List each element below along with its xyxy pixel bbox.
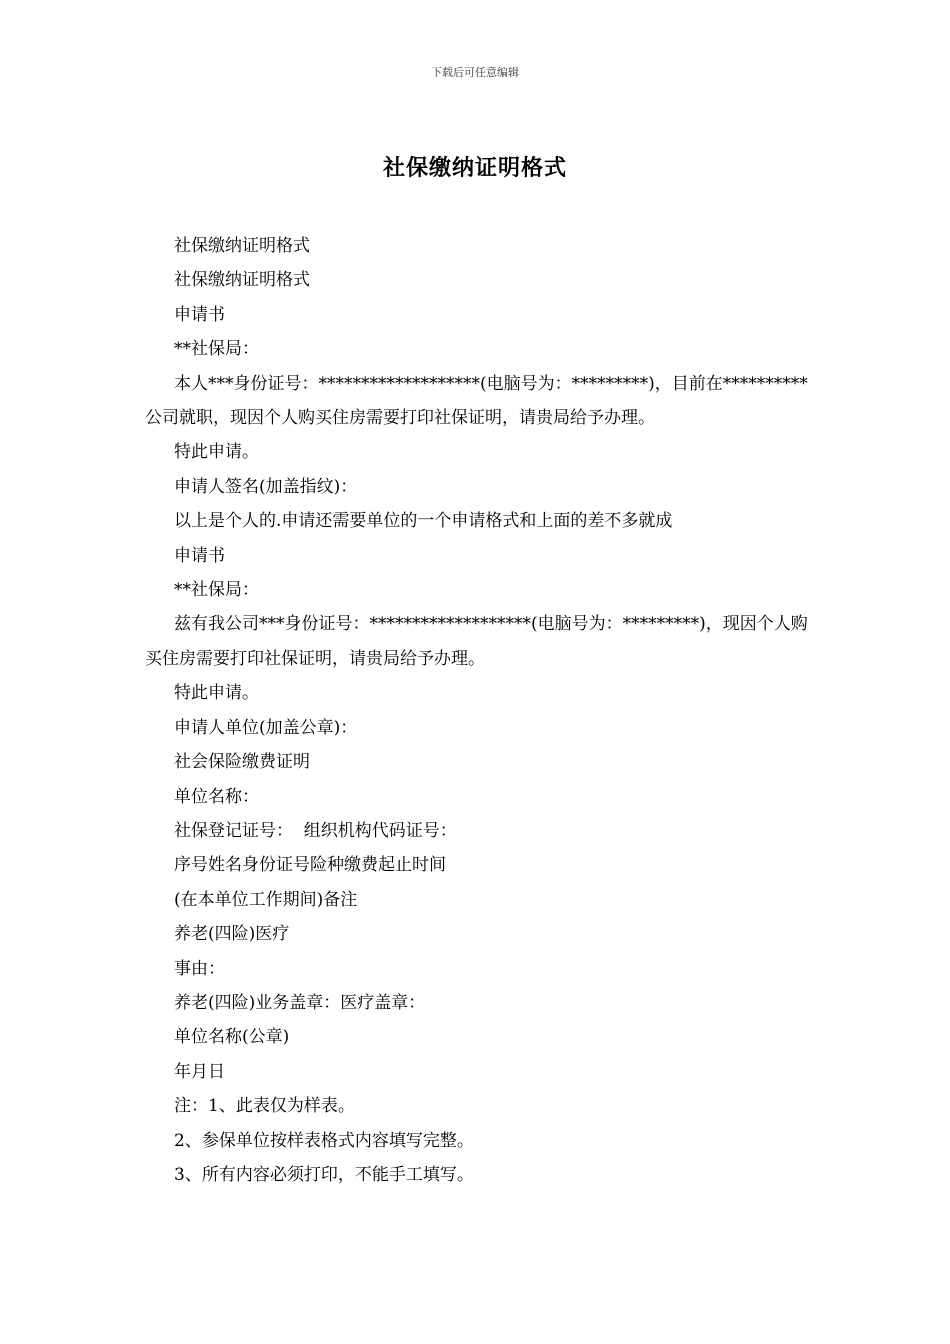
- paragraph: 社保缴纳证明格式: [174, 270, 310, 291]
- paragraph: 申请人签名(加盖指纹)：: [174, 476, 358, 497]
- paragraph: 年月日: [174, 1061, 225, 1082]
- paragraph: 社保缴纳证明格式: [174, 236, 310, 256]
- paragraph: 特此申请。: [174, 683, 259, 704]
- paragraph: (在本单位工作期间)备注: [174, 889, 358, 910]
- paragraph: 申请人单位(加盖公章)：: [174, 717, 358, 738]
- document-title: 社保缴纳证明格式: [382, 155, 567, 181]
- paragraph: 以上是个人的.申请还需要单位的一个申请格式和上面的差不多就成: [174, 511, 673, 532]
- paragraph: 单位名称(公章): [174, 1027, 290, 1048]
- page-header-note: 下载后可任意编辑: [431, 66, 519, 79]
- paragraph: **社保局：: [174, 339, 259, 360]
- paragraph: 社会保险缴费证明: [174, 752, 310, 773]
- paragraph: **社保局：: [174, 580, 259, 601]
- paragraph: 注：1、此表仅为样表。: [174, 1096, 355, 1117]
- document-body: [145, 229, 813, 1192]
- paragraph: 社保登记证号： 组织机构代码证号：: [174, 820, 457, 841]
- paragraph: 养老(四险)医疗: [174, 924, 290, 945]
- paragraph: 单位名称：: [174, 786, 259, 807]
- paragraph: 本人***身份证号：*******************(电脑号为：*********)，目前在**********公司就职，现因个人购买住房需要打印社保证明，请贵局给予办理。: [145, 373, 808, 429]
- paragraph: 养老(四险)业务盖章：医疗盖章：: [174, 992, 426, 1013]
- paragraph: 兹有我公司***身份证号：*******************(电脑号为：*********)，现因个人购买住房需要打印社保证明，请贵局给予办理。: [145, 614, 808, 669]
- paragraph: 3、所有内容必须打印，不能手工填写。: [174, 1164, 474, 1185]
- paragraph: 序号姓名身份证号险种缴费起止时间: [174, 855, 446, 876]
- paragraph: 申请书: [174, 304, 225, 325]
- paragraph: 申请书: [174, 545, 225, 566]
- paragraph: 特此申请。: [174, 442, 259, 463]
- paragraph: 事由：: [174, 958, 225, 979]
- paragraph: 2、参保单位按样表格式内容填写完整。: [174, 1130, 474, 1151]
